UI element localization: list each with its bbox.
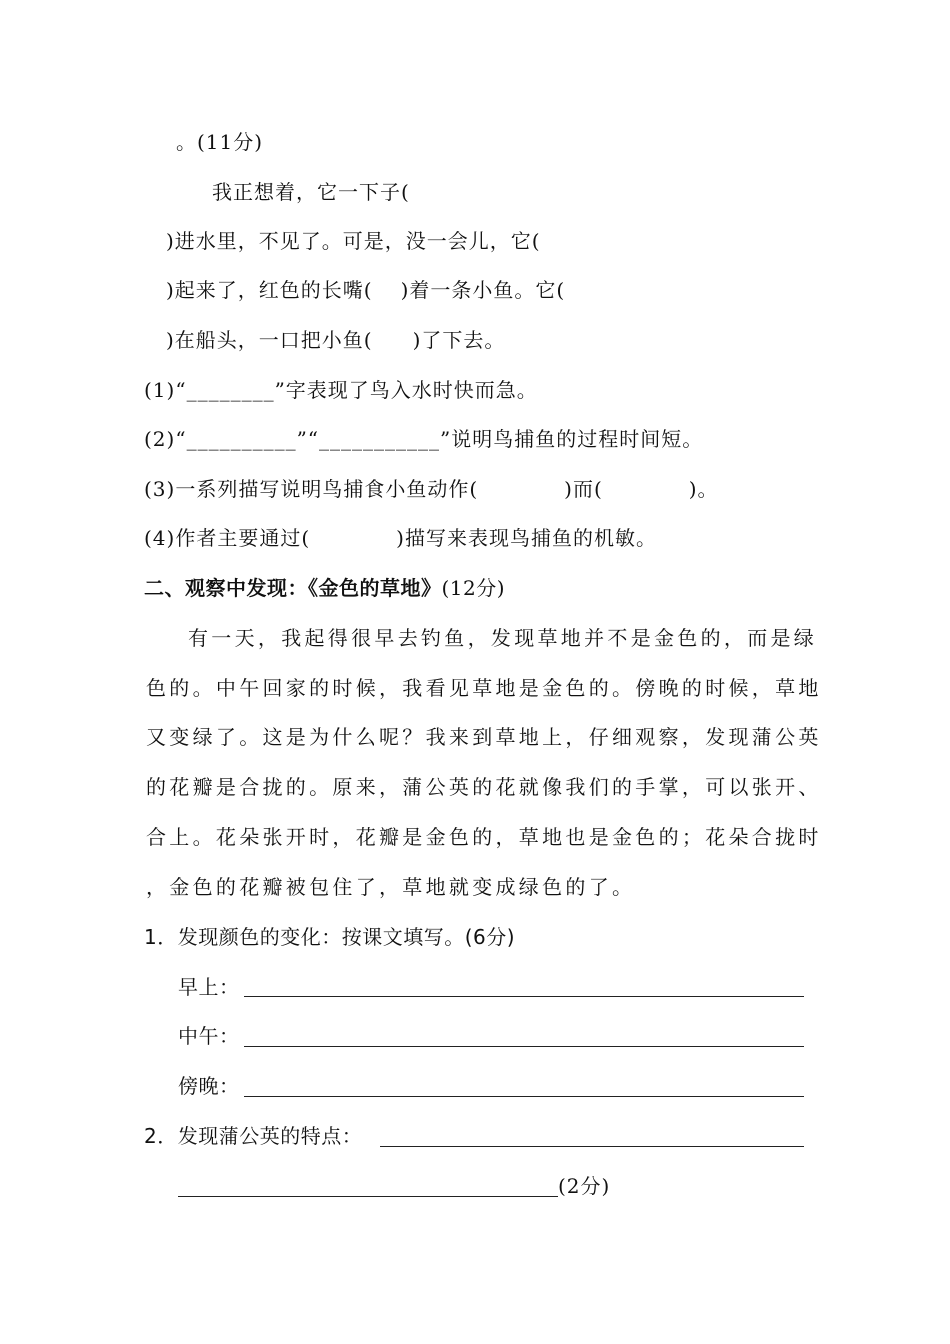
q1-2-mid: ”“ (296, 427, 320, 451)
morning-label: 早上： (178, 975, 240, 999)
score-line: 。(11分) (176, 130, 264, 154)
passage-para-line: 又变绿了。这是为什么呢？我来到草地上，仔细观察，发现蒲公英 (146, 725, 822, 749)
evening-answer-line[interactable] (244, 1096, 804, 1097)
morning-answer-line[interactable] (244, 996, 804, 997)
question-1-1 (144, 376, 538, 404)
passage-para-line: 的花瓣是合拢的。原来，蒲公英的花就像我们的手掌，可以张开、 (146, 775, 822, 799)
passage-para-line: 合上。花朵张开时，花瓣是金色的，草地也是金色的；花朵合拢时 (146, 825, 822, 849)
passage-para-line: 有一天，我起得很早去钓鱼，发现草地并不是金色的，而是绿 (188, 626, 818, 650)
q1-2-suffix: ”说明鸟捕鱼的过程时间短。 (440, 427, 704, 451)
question-2-2-label: 2．发现蒲公英的特点： (144, 1124, 363, 1148)
evening-label: 傍晚： (178, 1074, 240, 1098)
q1-1-prefix: (1)“ (144, 378, 187, 402)
section-2-heading (144, 574, 505, 602)
passage-line-4-a: )在船头，一口把小鱼( (166, 328, 373, 352)
passage-para-line: 色的。中午回家的时候，我看见草地是金色的。傍晚的时候，草地 (146, 676, 822, 700)
q1-3-b: )而( (564, 477, 603, 501)
q1-4-a: (4)作者主要通过( (144, 526, 311, 550)
q1-2-prefix: (2)“ (144, 427, 187, 451)
q1-2-blank-2[interactable]: ___________ (319, 427, 441, 451)
q2-score: (2分) (558, 1174, 611, 1198)
passage-line-3-b: )着一条小鱼。它( (400, 278, 566, 302)
section-2-title: 二、观察中发现：《金色的草地》 (144, 576, 442, 600)
q1-1-suffix: ”字表现了鸟入水时快而急。 (274, 378, 538, 402)
passage-line-4 (166, 326, 505, 354)
passage-line-3 (166, 276, 565, 304)
passage-line-4-b: )了下去。 (412, 328, 506, 352)
question-1-3 (144, 475, 719, 503)
passage-line-2: )进水里，不见了。可是，没一会儿，它( (166, 229, 541, 253)
passage-line-1: 我正想着，它一下子( (212, 180, 410, 204)
q1-2-blank-1[interactable]: __________ (186, 427, 297, 451)
noon-label: 中午： (178, 1024, 240, 1048)
question-1-4 (144, 524, 657, 552)
q2-answer-line-2[interactable] (178, 1196, 558, 1197)
q1-1-blank[interactable]: ________ (186, 378, 275, 402)
q2-answer-line-1[interactable] (380, 1146, 804, 1147)
noon-answer-line[interactable] (244, 1046, 804, 1047)
question-1-2 (144, 425, 703, 453)
q1-3-c: )。 (688, 477, 719, 501)
section-2-score: (12分) (441, 576, 506, 600)
passage-line-3-a: )起来了，红色的长嘴( (166, 278, 373, 302)
q1-4-b: )描写来表现鸟捕鱼的机敏。 (396, 526, 657, 550)
question-2-1-label: 1．发现颜色的变化：按课文填写。(6分) (144, 925, 516, 949)
passage-para-line: ，金色的花瓣被包住了，草地就变成绿色的了。 (146, 875, 636, 899)
q1-3-a: (3)一系列描写说明鸟捕食小鱼动作( (144, 477, 479, 501)
